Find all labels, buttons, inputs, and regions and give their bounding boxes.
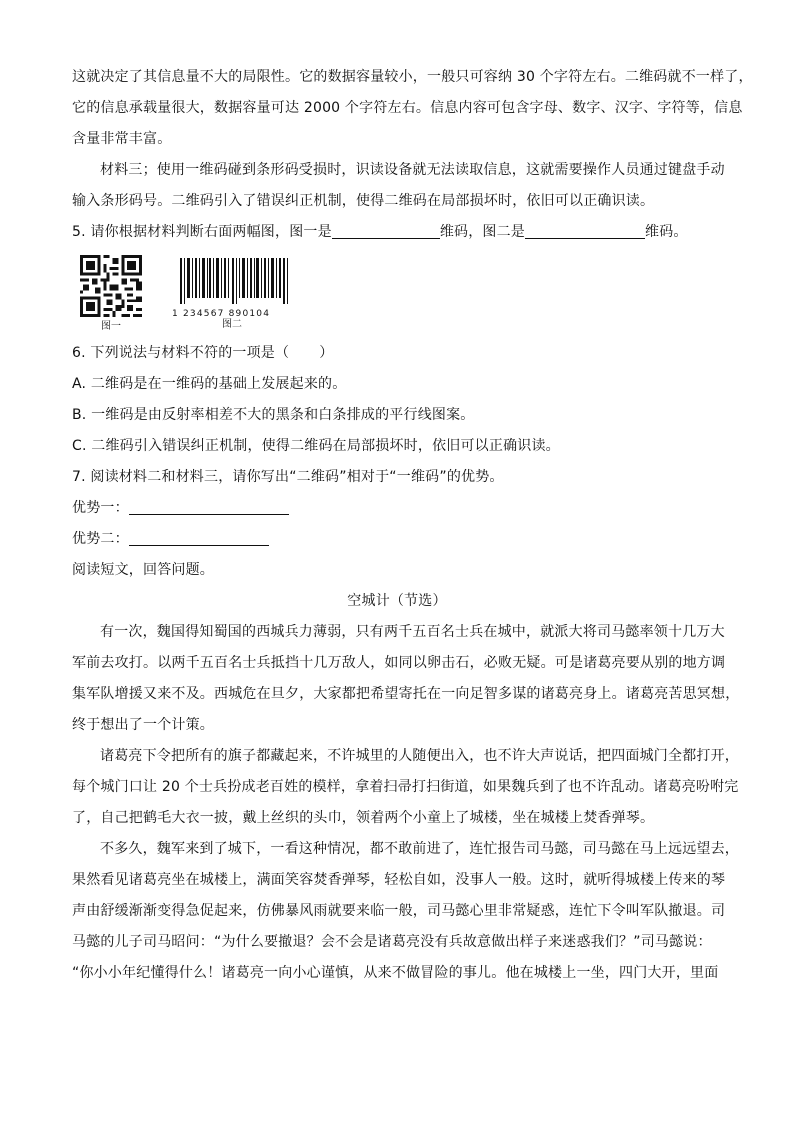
advantage-1-blank[interactable]: [129, 498, 289, 515]
question-6: [72, 338, 722, 369]
advantage-2: [72, 524, 722, 555]
figure-2-caption: 图二: [222, 319, 242, 330]
question-7: 7. 阅读材料二和材料三，请你写出“二维码”相对于“一维码”的优势。: [72, 469, 504, 485]
story-line: 果然看见诸葛亮坐在城楼上，满面笑容焚香弹琴，轻松自如，没事人一般。这时，就听得城楼上传来的琴: [72, 872, 726, 888]
story-line: 终于想出了一个计策。: [72, 717, 214, 733]
barcode-digits: 1 234567 890104: [172, 309, 271, 319]
text-line: 这就决定了其信息量不大的局限性。它的数据容量较小，一般只可容纳 30 个字符左右。二维码就不一样了，: [72, 69, 753, 85]
qr-code-image: [80, 255, 142, 317]
q5-text-2: 维码，图二是: [439, 224, 526, 240]
advantage-1-label: 优势一：: [72, 500, 129, 516]
option-a: A. 二维码是在一维码的基础上发展起来的。: [72, 376, 347, 392]
story-line: 每个城门口让 20 个士兵扮成老百姓的模样，拿着扫帚打扫街道，如果魏兵到了也不许乱动。诸葛亮吩咐完: [72, 779, 739, 795]
figures-row: [72, 252, 722, 334]
reading-instruction: 阅读短文，回答问题。: [72, 562, 214, 578]
text-line: 它的信息承载量很大，数据容量可达 2000 个字符左右。信息内容可包含字母、数字、汉字、字符等，信息: [72, 100, 743, 116]
figure-2: [172, 258, 300, 331]
text-line: 材料三；使用一维码碰到条形码受损时，识读设备就无法读取信息，这就需要操作人员通过键盘手动: [100, 162, 725, 178]
story-line: 诸葛亮下令把所有的旗子都藏起来，不许城里的人随便出入，也不许大声说话，把四面城门全都打开，: [100, 748, 739, 764]
figure-1-caption: 图一: [101, 321, 121, 332]
option-b: B. 一维码是由反射率相差不大的黑条和白条排成的平行线图案。: [72, 407, 475, 423]
story-line: 集军队增援又来不及。西城危在旦夕，大家都把希望寄托在一向足智多谋的诸葛亮身上。诸葛亮苦思冥想，: [72, 686, 740, 702]
story-line: “你小小年纪懂得什么！诸葛亮一向小心谨慎，从来不做冒险的事儿。他在城楼上一坐，四门大开，里面: [72, 965, 719, 981]
story-line: 马懿的儿子司马昭问：“为什么要撤退？会不会是诸葛亮没有兵故意做出样子来迷惑我们？”司马懿说：: [72, 934, 712, 950]
story-line: 不多久，魏军来到了城下，一看这种情况，都不敢前进了，连忙报告司马懿，司马懿在马上远远望去，: [100, 841, 739, 857]
story-line: 军前去攻打。以两千五百名士兵抵挡十几万敌人，如同以卵击石，必败无疑。可是诸葛亮要从别的地方调: [72, 655, 726, 671]
q5-text-1: 5. 请你根据材料判断右面两幅图，图一是: [72, 224, 332, 240]
q6-stem: 6. 下列说法与材料不符的一项是（: [72, 345, 290, 361]
q5-answer-blank-2[interactable]: [525, 222, 645, 239]
text-line: 含量非常丰富。: [72, 131, 172, 147]
text-line: 输入条形码号。二维码引入了错误纠正机制，使得二维码在局部损坏时，依旧可以正确识读。: [72, 193, 655, 209]
advantage-1: [72, 493, 722, 524]
story-line: 了，自己把鹤毛大衣一披，戴上丝织的头巾，领着两个小童上了城楼，坐在城楼上焚香弹琴。: [72, 810, 655, 826]
document-page: [72, 62, 753, 989]
story-line: 声由舒缓渐渐变得急促起来，仿佛暴风雨就要来临一般，司马懿心里非常疑惑，连忙下令叫军队撤退。司: [72, 903, 726, 919]
advantage-2-label: 优势二：: [72, 531, 129, 547]
q6-stem-end: ）: [319, 345, 334, 361]
figure-1: [80, 255, 142, 333]
q5-text-3: 维码。: [645, 224, 688, 240]
question-5: [72, 217, 722, 248]
option-c: C. 二维码引入错误纠正机制，使得二维码在局部损坏时，依旧可以正确识读。: [72, 438, 560, 454]
q5-answer-blank-1[interactable]: [332, 222, 440, 239]
story-title: 空城计（节选）: [347, 593, 447, 609]
barcode-image: [172, 258, 300, 304]
advantage-2-blank[interactable]: [129, 529, 269, 546]
story-line: 有一次，魏国得知蜀国的西城兵力薄弱，只有两千五百名士兵在城中，就派大将司马懿率领十几万大: [100, 624, 725, 640]
